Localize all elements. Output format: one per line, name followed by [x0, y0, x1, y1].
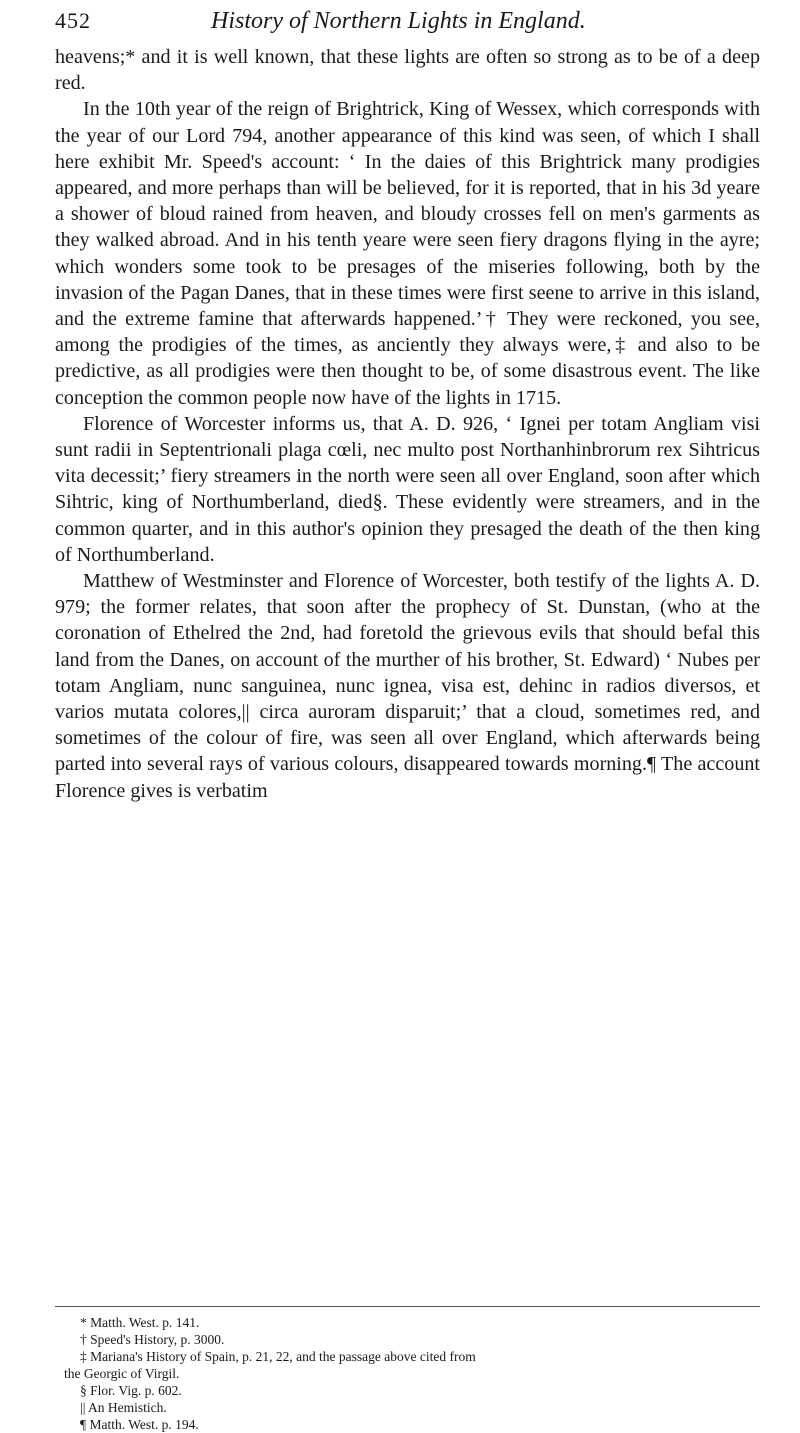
paragraph-3: Florence of Worcester informs us, that A. D. 926, ‘ Ignei per totam Angliam visi sunt radii in Septentrionali plaga cœli, nec multo post Northanhinbrorum rex Sihtricus vita decessit;’ fiery streamers in the north were seen all over England, soon after which Sihtric, king of Northumberland, died§. These evidently were streamers, and in the common quarter, and in this author's opinion they presaged the death of the then king of Northumberland.: [55, 412, 760, 566]
footnote: † Speed's History, p. 3000.: [80, 1332, 225, 1347]
page-number: 452: [55, 8, 91, 33]
footnote-continuation: the Georgic of Virgil.: [64, 1366, 180, 1381]
footnote: § Flor. Vig. p. 602.: [80, 1383, 182, 1398]
body-text: [55, 44, 760, 804]
paragraph-2: In the 10th year of the reign of Brightrick, King of Wessex, which corresponds with the year of our Lord 794, another appearance of this kind was seen, of which I shall here exhibit Mr. Speed's account: ‘ In the daies of this Brightrick many prodigies appeared, and more perhaps than will be believed, for it is reported, that in his 3d yeare a shower of bloud rained from heaven, and bloudy crosses fell on men's garments as they walked abroad. And in his tenth yeare were seen fiery dragons flying in the ayre; which wonders some took to be presages of the miseries following, both by the invasion of the Pagan Danes, that in these times were first seene to arrive in this island, and the extreme famine that afterwards happened.’† They were reckoned, you see, among the prodigies of the times, as anciently they always were,‡ and also to be predictive, as all prodigies were then thought to be, of some disastrous event. The like conception the common people now have of the lights in 1715.: [55, 98, 760, 409]
running-head: History of Northern Lights in England.: [211, 8, 586, 34]
paragraph-1: heavens;* and it is well known, that these lights are often so strong as to be of a deep red.: [55, 46, 760, 95]
footnote: || An Hemistich.: [80, 1400, 167, 1415]
page-header: [55, 8, 755, 44]
footnotes: [64, 1314, 760, 1433]
footnote: ¶ Matth. West. p. 194.: [80, 1417, 199, 1432]
footnote: ‡ Mariana's History of Spain, p. 21, 22, and the passage above cited from: [80, 1349, 476, 1364]
paragraph-4: Matthew of Westminster and Florence of Worcester, both testify of the lights A. D. 979; the former relates, that soon after the prophecy of St. Dunstan, (who at the coronation of Ethelred the 2nd, had foretold the grievous evils that should befal this land from the Danes, on account of the murther of his brother, St. Edward) ‘ Nubes per totam Angliam, nunc sanguinea, nunc ignea, visa est, dehinc in radios diversos, et varios mutata colores,|| circa auroram disparuit;’ that a cloud, sometimes red, and sometimes of the colour of fire, was seen all over England, which afterwards being parted into several rays of various colours, disappeared towards morning.¶ The account Florence gives is verbatim: [55, 570, 760, 802]
footnote-divider: [55, 1306, 760, 1307]
footnote: * Matth. West. p. 141.: [80, 1315, 200, 1330]
